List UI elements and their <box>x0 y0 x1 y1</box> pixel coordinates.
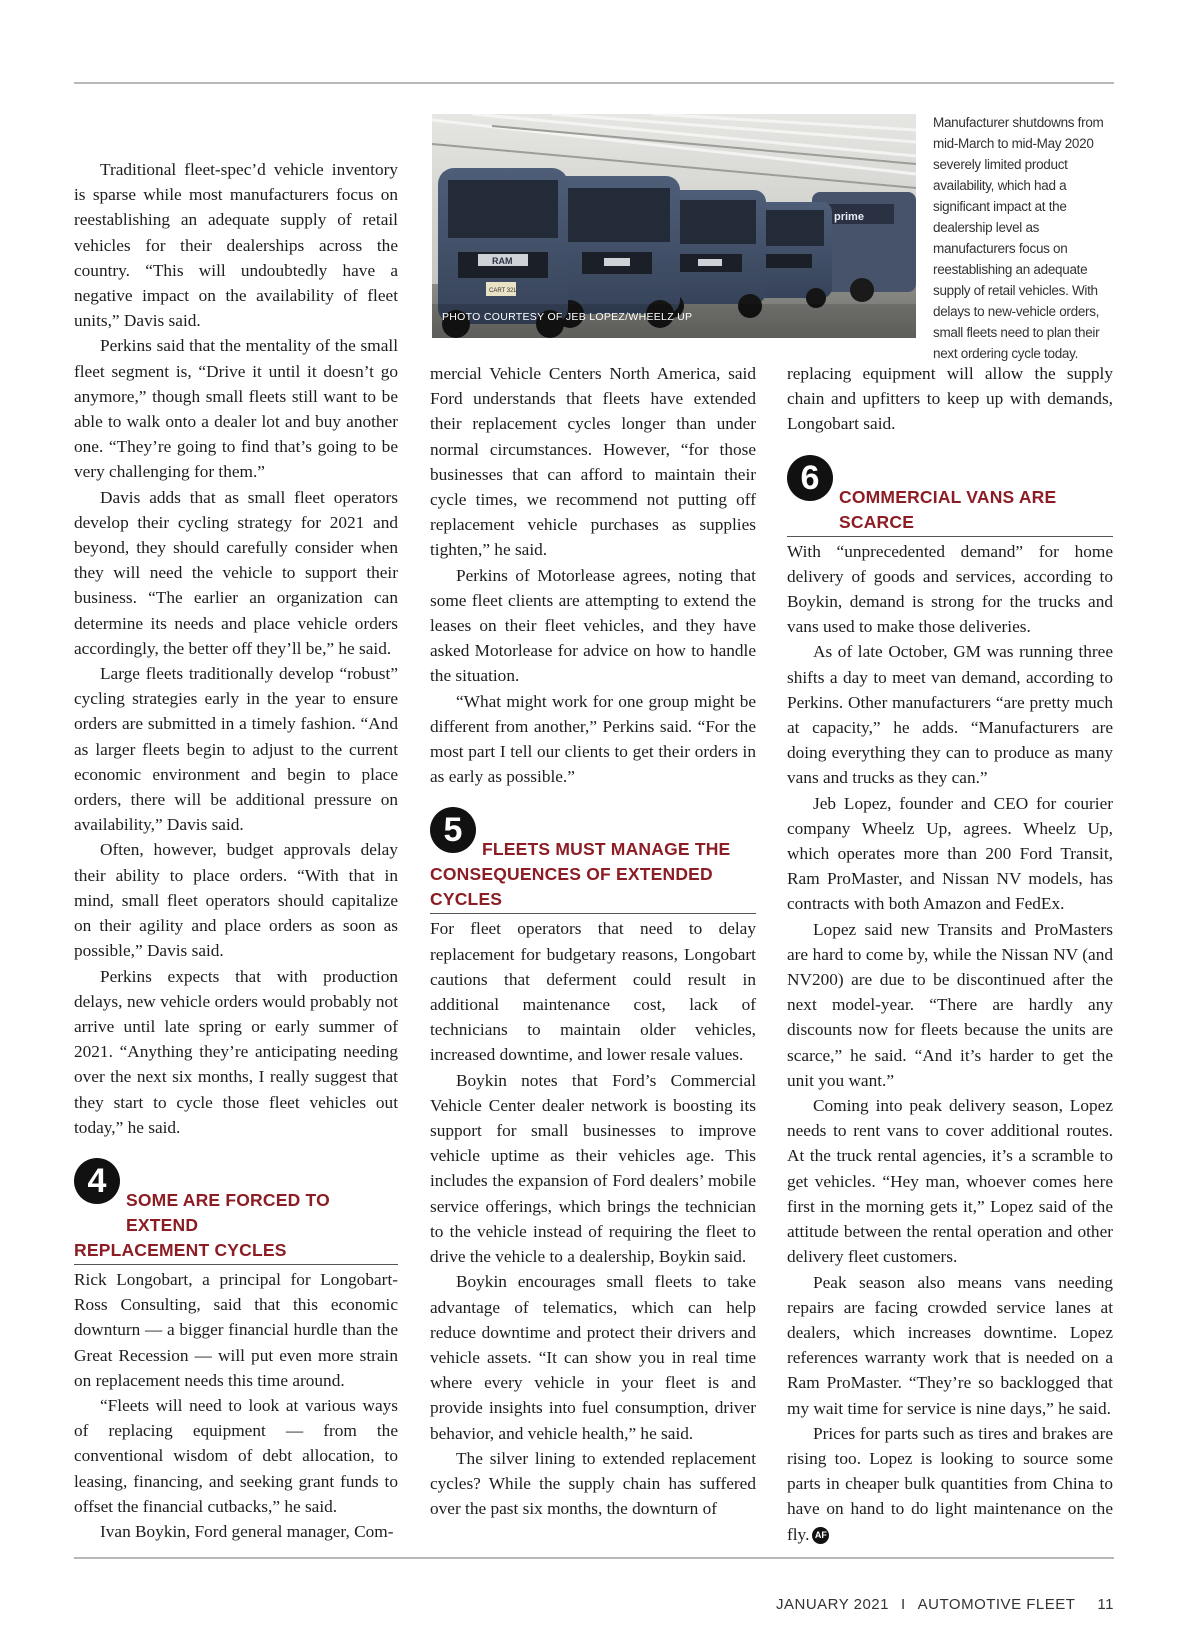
paragraph: Traditional fleet-spec’d vehicle inventory is sparse while most manufacturers focus on reestablishing an adequate supply of retail vehicles for their dealerships across the country. “This will undoubtedly have a negative impact on the availability of fleet units,” Davis said. <box>74 160 398 331</box>
van-side-logo: prime <box>834 211 864 223</box>
section-heading-line-1: COMMERCIAL VANS ARE SCARCE <box>839 486 1057 532</box>
paragraph: Boykin encourages small fleets to take advantage of telematics, which can help reduce downtime and protect their drivers and vehicle assets. “It can show you in real time where every vehicle in your fleet is and provide insights into fuel consumption, driver behavior, and vehicle health,” he said. <box>430 1272 756 1443</box>
section-number-badge: 4 <box>74 1158 120 1204</box>
paragraph: Large fleets traditionally develop “robust” cycling strategies early in the year to ensure orders are submitted in a timely fashion. “And as larger fleets begin to adjust to the current economic environment and begin to place orders, there will be additional pressure on availability,” Davis said. <box>74 664 398 835</box>
van-license-plate: CART 32L <box>489 288 517 294</box>
paragraph: Ivan Boykin, Ford general manager, Com- <box>100 1521 394 1541</box>
paragraph: Perkins expects that with production delays, new vehicle orders would probably not arrive until late spring or early summer of 2021. “Anything they’re anticipating needing over the next six months, I really suggest that they start to cycle those fleet vehicles out today,” he said. <box>74 966 398 1137</box>
paragraph: “Fleets will need to look at various ways of replacing equipment — from the conventional wisdom of debt allocation, to leasing, financing, and seeking grant funds to offset the financial cutbacks,” he said. <box>74 1395 398 1516</box>
column-1 <box>74 157 398 1544</box>
paragraph-last <box>787 1421 1113 1547</box>
photo-credit: PHOTO COURTESY OF JEB LOPEZ/WHEELZ UP <box>442 311 693 323</box>
page-footer <box>776 1596 1114 1613</box>
paragraph: The silver lining to extended replacement cycles? While the supply chain has suffered over the past six months, the downturn of <box>430 1448 756 1519</box>
section-heading-4 <box>74 1161 398 1265</box>
end-of-article-icon: AF <box>812 1527 829 1544</box>
top-rule <box>74 82 1114 84</box>
column-2 <box>430 361 756 1521</box>
van-grille-badge: RAM <box>492 256 513 266</box>
paragraph: Rick Longobart, a principal for Longobart-Ross Consulting, said that this economic downturn — a bigger financial hurdle than the Great Recession — will put even more strain on replacement needs this time around. <box>74 1269 398 1390</box>
bottom-rule <box>74 1557 1114 1559</box>
paragraph: As of late October, GM was running three shifts a day to meet van demand, according to Perkins. Other manufacturers “are pretty much at capacity,” he adds. “Manufacturers are doing everything they can to produce as many vans and trucks as they can.” <box>787 642 1113 788</box>
paragraph: Often, however, budget approvals delay their ability to place orders. “With that in mind, small fleet operators should capitalize on their agility and place orders as soon as possible,” Davis said. <box>74 840 398 961</box>
section-heading-line-2: CONSEQUENCES OF EXTENDED CYCLES <box>430 864 713 910</box>
paragraph: With “unprecedented demand” for home delivery of goods and services, according to Boykin, demand is strong for the trucks and vans used to make those deliveries. <box>787 541 1113 637</box>
van-fleet-illustration <box>432 114 916 338</box>
paragraph: Perkins said that the mentality of the small fleet segment is, “Drive it until it doesn’t go anymore,” though small fleets still want to be able to walk onto a dealer lot and buy another one. “They’re going to find that’s going to be very challenging for them.” <box>74 336 398 482</box>
photo-caption: Manufacturer shutdowns from mid-March to mid-May 2020 severely limited product availability, which had a significant impact at the dealership level as manufacturers focus on reestablishing an adequate supply of retail vehicles. With delays to new-vehicle orders, small fleets need to plan their next ordering cycle today. <box>933 115 1104 361</box>
section-heading-line-1: SOME ARE FORCED TO EXTEND <box>126 1189 330 1235</box>
paragraph: Boykin notes that Ford’s Commercial Vehicle Center dealer network is boosting its support for small businesses to improve vehicle uptime as their vehicles age. This includes the expansion of Ford dealers’ mobile service offerings, which brings the technician to the vehicle instead of requiring the fleet to drive the vehicle to a dealership, Boykin said. <box>430 1070 756 1267</box>
section-number-badge: 5 <box>430 807 476 853</box>
paragraph-text: Prices for parts such as tires and brakes are rising too. Lopez is looking to source some parts in cheaper bulk quantities from China to have on hand to do light maintenance on the fly. <box>787 1423 1113 1544</box>
section-heading-line-1: FLEETS MUST MANAGE THE <box>482 839 731 860</box>
paragraph: Lopez said new Transits and ProMasters are hard to come by, while the Nissan NV (and NV200) are due to be discontinued after the next model-year. “There are hardly any discounts now for fleets because the units are scarce,” he said. “And it’s harder to get the unit you want.” <box>787 919 1113 1090</box>
paragraph: Perkins of Motorlease agrees, noting that some fleet clients are attempting to extend the leases on their fleet vehicles, and they have asked Motorlease for advice on how to handle the situation. <box>430 565 756 686</box>
paragraph: Davis adds that as small fleet operators develop their cycling strategy for 2021 and beyond, they should carefully consider when they will need the vehicle to support their business. “The earlier an organization can determine its needs and place vehicle orders accordingly, the better off they’ll be,” he said. <box>74 487 398 658</box>
issue-date: JANUARY 2021 <box>775 1596 889 1613</box>
paragraph: Jeb Lopez, founder and CEO for courier company Wheelz Up, agrees. Wheelz Up, which operates more than 200 Ford Transit, Ram ProMaster, and Nissan NV models, has contracts with both Amazon and FedEx. <box>787 793 1113 914</box>
page-number: 11 <box>1097 1596 1114 1613</box>
section-number-badge: 6 <box>787 455 833 501</box>
footer-separator: I <box>901 1596 906 1613</box>
section-heading-6 <box>787 458 1113 537</box>
van-fleet-photo <box>432 114 916 338</box>
section-heading-5 <box>430 811 756 914</box>
paragraph: Peak season also means vans needing repairs are facing crowded service lanes at dealers, which increases downtime. Lopez references warranty work that is needed on a Ram ProMaster. “They’re so backlogged that my wait time for service is nine days,” he said. <box>787 1272 1113 1418</box>
paragraph: For fleet operators that need to delay replacement for budgetary reasons, Longobart cautions that deferment could result in additional maintenance cost, lack of technicians to maintain older vehicles, increased downtime, and lower resale values. <box>430 919 756 1065</box>
paragraph: “What might work for one group might be different from another,” Perkins said. “For the most part I tell our clients to get their orders in as early as possible.” <box>430 691 756 787</box>
paragraph: Coming into peak delivery season, Lopez needs to rent vans to cover additional routes. At the truck rental agencies, it’s a scramble to get vehicles. “Hey man, whoever comes here first in the morning gets it,” Lopez said of the attitude between the rental operation and other delivery fleet customers. <box>787 1096 1113 1267</box>
magazine-name: AUTOMOTIVE FLEET <box>917 1596 1076 1613</box>
section-heading-line-2: REPLACEMENT CYCLES <box>74 1239 287 1260</box>
column-3 <box>787 361 1113 1547</box>
paragraph: replacing equipment will allow the supply chain and upfitters to keep up with demands, Longobart said. <box>787 364 1113 434</box>
paragraph: mercial Vehicle Centers North America, said Ford understands that fleets have extended their replacement cycles longer than under normal circumstances. However, “for those businesses that can afford to maintain their cycle times, we recommend not putting off replacement vehicle purchases as supplies tighten,” he said. <box>430 364 756 560</box>
